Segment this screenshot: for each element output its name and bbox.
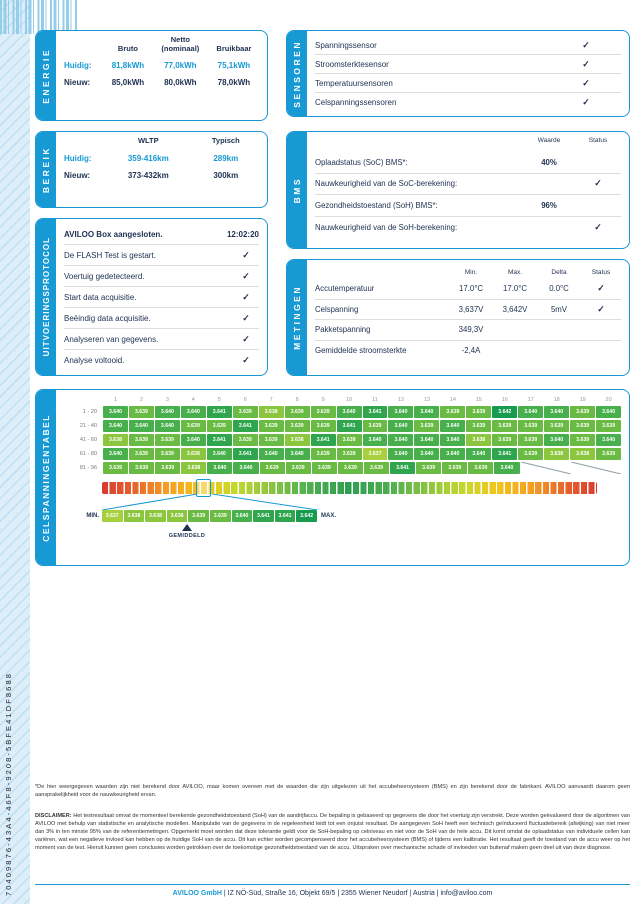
- energie-row-nieuw: [64, 78, 259, 87]
- bereik-header-wltp: WLTP: [137, 136, 159, 145]
- bereik-nieuw-typisch: 300km: [213, 170, 239, 180]
- bereik-huidig-wltp: 359-416km: [127, 153, 169, 163]
- cell-voltage-value: 3.639: [233, 434, 258, 446]
- sensor-label: Stroomsterktesensor: [315, 59, 389, 69]
- cell-voltage-value: 3.638: [570, 448, 595, 460]
- footer: [35, 884, 630, 897]
- energie-header-bruikbaar: Bruikbaar: [216, 43, 252, 53]
- cell-voltage-value: 3.639: [259, 420, 284, 432]
- protocol-step-label: Analyse voltooid.: [64, 356, 125, 365]
- cell-table-row: [64, 420, 621, 432]
- cell-voltage-value: 3.640: [155, 420, 180, 432]
- barcode: [0, 0, 78, 34]
- cell-voltage-value: 3.640: [414, 434, 439, 446]
- panel-metingen-title: METINGEN: [292, 285, 302, 350]
- cell-voltage-value: 3.638: [181, 448, 206, 460]
- check-icon: ✓: [242, 291, 250, 302]
- cell-voltage-value: 3.639: [129, 462, 154, 474]
- bereik-header-row: [64, 137, 259, 146]
- metingen-header-status: Status: [591, 268, 611, 276]
- protocol-step-row: [64, 266, 259, 287]
- cell-voltage-value: 3.639: [155, 462, 180, 474]
- cell-voltage-value: 3.639: [570, 434, 595, 446]
- sensor-row: [315, 55, 621, 74]
- panel-uitvoeringsprotocol-title: UITVOERINGSPROTOCOL: [41, 237, 51, 357]
- cell-column-number: 20: [605, 397, 612, 403]
- energie-huidig-label: Huidig:: [64, 61, 92, 71]
- check-icon: ✓: [594, 221, 602, 232]
- cell-voltage-value: 3.639: [181, 420, 206, 432]
- metingen-row-label: Celspanning: [315, 304, 359, 314]
- metingen-row: [315, 279, 621, 300]
- cell-voltage-value: 3.639: [596, 448, 621, 460]
- cell-column-number: 14: [449, 397, 456, 403]
- metingen-header-row: [315, 265, 621, 279]
- metingen-value: -2,4A: [461, 346, 481, 356]
- panel-bereik-content: [56, 132, 267, 207]
- cell-row-label: 21 - 40: [79, 423, 97, 429]
- panel-uitvoeringsprotocol-tab: [36, 219, 56, 375]
- cell-voltage-value: 3.641: [311, 434, 336, 446]
- metingen-row-label: Accutemperatuur: [315, 284, 375, 294]
- panel-bms: [286, 131, 630, 249]
- check-icon: ✓: [597, 283, 605, 294]
- energie-header-row: [64, 36, 259, 53]
- cell-column-number: 3: [165, 397, 169, 403]
- cell-voltage-value: 3.639: [260, 462, 285, 474]
- cell-column-number: 1: [113, 397, 117, 403]
- cell-voltage-value: 3.638: [544, 448, 569, 460]
- protocol-step-label: Start data acquisitie.: [64, 292, 137, 302]
- cell-voltage-value: 3.639: [468, 462, 493, 474]
- metingen-delta-value: 0.0°C: [549, 284, 569, 294]
- metingen-header-delta: Delta: [551, 268, 567, 276]
- bms-row-label: Oplaadstatus (SoC) BMS*:: [315, 157, 408, 167]
- cell-voltage-value: 3.639: [466, 420, 491, 432]
- panel-energie-title: ENERGIE: [41, 47, 51, 104]
- cell-voltage-value: 3.639: [596, 420, 621, 432]
- cell-voltage-value: 3.640: [103, 448, 128, 460]
- cell-voltage-value: 3.639: [518, 434, 543, 446]
- cell-voltage-value: 3.640: [181, 434, 206, 446]
- cell-voltage-value: 3.639: [311, 448, 336, 460]
- bms-header-status: Status: [588, 137, 608, 144]
- magnifier-box: [196, 479, 211, 497]
- metingen-row: [315, 300, 621, 321]
- energie-huidig-bruto: 81,8kWh: [111, 61, 145, 71]
- energie-header-netto: Netto (nominaal): [161, 35, 200, 53]
- zoom-row: [72, 510, 621, 522]
- protocol-step-label: De FLASH Test is gestart.: [64, 250, 156, 260]
- cell-table-row: [64, 434, 621, 446]
- cell-table-body: [64, 406, 621, 474]
- cell-voltage-value: 3.640: [129, 420, 154, 432]
- cell-voltage-value: 3.640: [259, 448, 284, 460]
- cell-voltage-value: 3.638: [103, 434, 128, 446]
- cell-column-number: 6: [243, 397, 247, 403]
- cell-voltage-value: 3.640: [388, 420, 413, 432]
- check-icon: ✓: [582, 39, 590, 50]
- check-icon: ✓: [582, 58, 590, 69]
- panel-energie-tab: [36, 31, 56, 120]
- bms-row: [315, 174, 621, 196]
- sensor-row: [315, 74, 621, 93]
- cell-voltage-value: 3.640: [155, 406, 180, 418]
- cell-voltage-value: 3.640: [388, 434, 413, 446]
- zoom-cell-value: 3.637: [102, 510, 123, 522]
- cell-voltage-value: 3.639: [570, 420, 595, 432]
- cell-voltage-value: 3.639: [155, 434, 180, 446]
- average-triangle-icon: [182, 524, 192, 531]
- cell-voltage-value: 3.641: [233, 448, 258, 460]
- cell-voltage-value: 3.639: [363, 420, 388, 432]
- cell-voltage-value: 3.639: [544, 420, 569, 432]
- cell-voltage-value: 3.639: [259, 434, 284, 446]
- metingen-row: [315, 320, 621, 341]
- protocol-step-row: [64, 287, 259, 308]
- cell-column-number: 7: [269, 397, 273, 403]
- cell-voltage-value: 3.641: [207, 406, 232, 418]
- average-pointer: [102, 522, 621, 542]
- magnifier-connector-lines: [64, 494, 621, 510]
- bms-header-row: [315, 137, 621, 152]
- bereik-row-nieuw: [64, 171, 259, 180]
- energie-row-huidig: [64, 61, 259, 70]
- energie-nieuw-netto: 80,0kWh: [164, 78, 197, 88]
- cell-voltage-value: 3.639: [440, 406, 465, 418]
- cell-voltage-value: 3.640: [207, 448, 232, 460]
- zoom-cell-value: 3.641: [275, 510, 296, 522]
- footer-address: | IZ NÖ-Süd, Straße 16, Objekt 69/5 | 2355 Wiener Neudorf | Austria | info@aviloo.com: [221, 890, 493, 897]
- metingen-min-value: 17.0°C: [459, 284, 483, 294]
- cell-voltage-value: 3.641: [492, 448, 517, 460]
- protocol-step-label: Voertuig gedetecteerd.: [64, 271, 145, 281]
- cell-voltage-value: 3.639: [492, 420, 517, 432]
- panel-celspanningentabel-title: CELSPANNINGENTABEL: [41, 413, 51, 542]
- cell-column-number: 18: [553, 397, 560, 403]
- cell-row-label: 1 - 20: [82, 409, 97, 415]
- protocol-step-row: [64, 350, 259, 371]
- metingen-max-value: 17.0°C: [503, 284, 527, 294]
- metingen-value: 349,3V: [458, 325, 484, 335]
- zoom-cell-value: 3.638: [124, 510, 145, 522]
- cell-voltage-value: 3.639: [129, 406, 154, 418]
- cell-voltage-value: 3.640: [440, 448, 465, 460]
- panel-energie-content: [56, 31, 267, 120]
- max-label: MAX.: [321, 513, 336, 519]
- cell-voltage-value: 3.639: [155, 448, 180, 460]
- cell-table-row: [64, 406, 621, 418]
- metingen-delta-value: 5mV: [550, 304, 568, 314]
- cell-voltage-value: 3.642: [492, 406, 517, 418]
- cell-voltage-value: 3.639: [233, 406, 258, 418]
- cell-row-label: 41 - 60: [79, 437, 97, 443]
- cell-column-number: 10: [345, 397, 353, 403]
- check-icon: ✓: [242, 355, 250, 365]
- cell-voltage-value: 3.638: [466, 434, 491, 446]
- voltage-scale: [102, 482, 597, 494]
- cell-voltage-value: 3.639: [364, 462, 389, 474]
- check-icon: ✓: [242, 333, 250, 344]
- cell-row-label: 81 - 96: [79, 465, 97, 471]
- cell-column-number: 4: [191, 397, 195, 403]
- cell-voltage-value: 3.641: [390, 462, 415, 474]
- cell-voltage-value: 3.640: [544, 434, 569, 446]
- panel-sensoren: [286, 30, 630, 117]
- cell-voltage-value: 3.639: [103, 462, 128, 474]
- cell-voltage-value: 3.639: [570, 406, 595, 418]
- check-icon: ✓: [242, 270, 250, 281]
- metingen-header-min: Min.: [464, 268, 478, 276]
- cell-voltage-value: 3.640: [440, 434, 465, 446]
- cell-voltage-value: 3.640: [337, 406, 362, 418]
- sensor-row: [315, 36, 621, 55]
- cell-voltage-value: 3.640: [285, 448, 310, 460]
- panel-bms-tab: [287, 132, 307, 248]
- check-icon: ✓: [242, 249, 250, 260]
- cell-voltage-value: 3.640: [388, 448, 413, 460]
- sensor-label: Spanningssensor: [315, 40, 377, 50]
- protocol-box-label: AVILOO Box aangesloten.: [64, 229, 163, 239]
- bms-header-waarde: Waarde: [537, 137, 561, 144]
- bms-soh-value: 96%: [541, 200, 557, 210]
- metingen-max-value: 3,642V: [502, 304, 528, 314]
- panel-bereik-title: BEREIK: [41, 145, 51, 194]
- zoom-cells: [102, 510, 317, 522]
- bereik-nieuw-label: Nieuw:: [64, 170, 91, 180]
- cell-voltage-value: 3.639: [414, 420, 439, 432]
- panel-sensoren-title: SENSOREN: [292, 39, 302, 108]
- bms-row-label: Nauwkeurigheid van de SoC-berekening:: [315, 179, 458, 189]
- disclaimer-label: DISCLAIMER:: [35, 813, 72, 819]
- metingen-row: [315, 341, 621, 362]
- min-label: MIN.: [86, 513, 99, 519]
- cell-column-number: 13: [423, 397, 430, 403]
- cell-voltage-value: 3.639: [337, 434, 362, 446]
- cell-voltage-value: 3.640: [414, 406, 439, 418]
- panel-celspanningentabel-tab: [36, 390, 56, 565]
- protocol-step-row: [64, 308, 259, 329]
- cell-voltage-value: 3.639: [129, 434, 154, 446]
- panel-metingen-content: [307, 260, 629, 375]
- cell-column-number: 16: [501, 397, 508, 403]
- zoom-cell-value: 3.638: [167, 510, 188, 522]
- panel-uitvoeringsprotocol-content: [56, 219, 267, 375]
- cell-voltage-value: 3.639: [518, 448, 543, 460]
- cell-column-number: 17: [527, 397, 534, 403]
- zoom-cell-value: 3.640: [232, 510, 253, 522]
- check-icon: ✓: [597, 303, 605, 314]
- zoom-cell-value: 3.641: [253, 510, 274, 522]
- bereik-huidig-label: Huidig:: [64, 153, 92, 163]
- cell-voltage-value: 3.639: [311, 420, 336, 432]
- cell-voltage-value: 3.639: [286, 462, 311, 474]
- panel-bms-title: BMS: [292, 176, 302, 204]
- protocol-step-row: [64, 245, 259, 266]
- panel-sensoren-content: [307, 31, 629, 116]
- cell-column-number: 15: [475, 397, 482, 403]
- cell-voltage-value: 3.639: [466, 406, 491, 418]
- cell-voltage-value: 3.641: [207, 434, 232, 446]
- cell-voltage-value: 3.640: [363, 434, 388, 446]
- cell-table-row: [64, 462, 621, 474]
- metingen-header-max: Max.: [507, 268, 523, 276]
- cell-table-header: [64, 397, 621, 403]
- disclaimer-text: Het testresultaat omvat de momenteel berekende gezondheidstoestand (SoH) van de aandrijfaccu. De bepaling is gebaseerd op gegevens die door het voertuig zijn verstrekt. Deze worden geëvalueerd door de algoritmen van AVILOO met behulp van statistische en analytische modellen. Manipulatie van de gegevens in de regeleenheid leidt tot een onjuist resultaat. De aangegeven SoH heeft een technisch geïnduceerd fluctuatiebereik (afwijking) van niet meer dan 3% in ten minste 95% van de referentiemetingen. Opgemerkt moet worden dat deze tolerantie geldt voor de SoH-bepaling op celniveau en niet voor de SoH van de hele accu. Dit komt omdat de oplaadstatus van individuele cellen kan variëren, wat een negatieve invloed kan hebben op de huidige SoH van de accu. Dit kan echter worden gecompenseerd door het accubeheersysteem (BMS) of tijdens een kalibratie. Het resultaat geeft de toestand van de accu weer op het moment van de test. Hieruit kunnen geen conclusies worden getrokken over de toekomstige gezondheidstoestand van de accu. Uitspraken over mechanische schade of invloeden van buitenaf maken geen deel uit van deze diagnose.: [35, 813, 630, 852]
- cell-voltage-value: 3.637: [363, 448, 388, 460]
- bms-row: [315, 152, 621, 174]
- sensor-label: Temperatuursensoren: [315, 78, 393, 88]
- slash-mark: [571, 462, 621, 474]
- panel-bereik: [35, 131, 268, 208]
- check-icon: ✓: [582, 77, 590, 88]
- cell-column-number: 9: [321, 397, 325, 403]
- panel-bms-content: [307, 132, 629, 248]
- cell-voltage-value: 3.640: [103, 406, 128, 418]
- panel-metingen-tab: [287, 260, 307, 375]
- cell-voltage-value: 3.639: [492, 434, 517, 446]
- cell-voltage-value: 3.639: [338, 462, 363, 474]
- bms-footnote: *De hier weergegeven waarden zijn niet berekend door AVILOO, maar komen overeen met de waarden die zijn uitgelezen uit het accubeheersysteem (BMS) en zijn berekend door de fabrikant. AVILOO aanvaardt daarom geen aansprakelijkheid voor de nauwkeurigheid ervan.: [35, 784, 630, 799]
- cell-voltage-value: 3.640: [596, 434, 621, 446]
- panel-uitvoeringsprotocol: [35, 218, 268, 376]
- cell-column-number: 11: [372, 397, 378, 403]
- cell-voltage-value: 3.640: [440, 420, 465, 432]
- panel-bereik-tab: [36, 132, 56, 207]
- cell-voltage-value: 3.640: [388, 406, 413, 418]
- bereik-nieuw-wltp: 373-432km: [127, 170, 169, 180]
- cell-voltage-value: 3.638: [181, 462, 206, 474]
- cells-missing-area: [521, 462, 621, 474]
- cell-voltage-value: 3.639: [285, 420, 310, 432]
- sensor-row: [315, 93, 621, 112]
- energie-nieuw-bruto: 85,0kWh: [111, 78, 145, 88]
- cell-voltage-value: 3.640: [233, 462, 258, 474]
- cell-voltage-value: 3.639: [416, 462, 441, 474]
- bms-soc-value: 40%: [541, 157, 557, 167]
- bereik-header-typisch: Typisch: [211, 136, 240, 145]
- energie-nieuw-label: Nieuw:: [64, 78, 91, 88]
- protocol-row-box: [64, 224, 259, 245]
- bereik-row-huidig: [64, 154, 259, 163]
- cell-voltage-value: 3.640: [544, 406, 569, 418]
- average-label: GEMIDDELD: [168, 533, 206, 539]
- panel-energie: [35, 30, 268, 121]
- cell-voltage-value: 3.639: [285, 406, 310, 418]
- cell-column-number: 5: [217, 397, 221, 403]
- cell-voltage-value: 3.639: [518, 420, 543, 432]
- protocol-step-label: Beëindig data acquisitie.: [64, 313, 151, 323]
- cell-voltage-value: 3.639: [312, 462, 337, 474]
- cell-voltage-value: 3.639: [442, 462, 467, 474]
- check-icon: ✓: [594, 178, 602, 189]
- cell-row-label: 61 - 80: [79, 451, 97, 457]
- cell-voltage-value: 3.639: [311, 406, 336, 418]
- cell-column-number: 8: [295, 397, 299, 403]
- bms-row-label: Nauwkeurigheid van de SoH-berekening:: [315, 222, 458, 232]
- cell-header-spacer: [64, 397, 102, 403]
- bereik-huidig-typisch: 289km: [213, 153, 239, 163]
- energie-header-bruto: Bruto: [117, 43, 138, 53]
- metingen-min-value: 3,637V: [458, 304, 484, 314]
- report-serial-number: 70409876-43A4-46F8-9208-5BFE41DF8688: [4, 671, 13, 896]
- cell-voltage-value: 3.639: [337, 448, 362, 460]
- slash-mark: [521, 462, 571, 474]
- protocol-step-row: [64, 329, 259, 350]
- panel-sensoren-tab: [287, 31, 307, 116]
- check-icon: ✓: [582, 97, 590, 107]
- cell-voltage-value: 3.641: [337, 420, 362, 432]
- cell-table-row: [64, 448, 621, 460]
- cell-table-content: [56, 390, 629, 565]
- cell-voltage-value: 3.640: [414, 448, 439, 460]
- disclaimer: [35, 812, 630, 853]
- metingen-row-label: Gemiddelde stroomsterkte: [315, 346, 407, 356]
- bms-row-label: Gezondheidstoestand (SoH) BMS*:: [315, 200, 438, 210]
- voltage-gradient-bar: [102, 482, 597, 494]
- cell-voltage-value: 3.640: [181, 406, 206, 418]
- cell-voltage-value: 3.641: [233, 420, 258, 432]
- metingen-row-label: Pakketspanning: [315, 325, 371, 335]
- cell-voltage-value: 3.640: [103, 420, 128, 432]
- cell-voltage-value: 3.640: [466, 448, 491, 460]
- zoom-cell-value: 3.642: [296, 510, 317, 522]
- cell-voltage-value: 3.638: [285, 434, 310, 446]
- panel-celspanningentabel: [35, 389, 630, 566]
- zoom-cell-value: 3.639: [210, 510, 231, 522]
- zoom-cell-value: 3.639: [188, 510, 209, 522]
- zoom-cell-value: 3.638: [145, 510, 166, 522]
- cell-voltage-value: 3.639: [129, 448, 154, 460]
- bms-row: [315, 217, 621, 239]
- panel-metingen: [286, 259, 630, 376]
- cell-voltage-value: 3.641: [363, 406, 388, 418]
- cell-voltage-value: 3.639: [207, 420, 232, 432]
- check-icon: ✓: [242, 312, 250, 323]
- cell-column-number: 19: [579, 397, 586, 403]
- cell-voltage-value: 3.640: [518, 406, 543, 418]
- cell-column-number: 2: [139, 397, 143, 403]
- cell-voltage-value: 3.640: [207, 462, 232, 474]
- protocol-step-label: Analyseren van gegevens.: [64, 334, 159, 344]
- cell-voltage-value: 3.640: [494, 462, 519, 474]
- energie-nieuw-bruikbaar: 78,0kWh: [217, 78, 251, 88]
- energie-huidig-netto: 77,0kWh: [164, 61, 197, 71]
- energie-huidig-bruikbaar: 75,1kWh: [217, 61, 251, 71]
- cell-column-number: 12: [397, 397, 405, 403]
- protocol-box-time: 12:02:20: [226, 229, 259, 239]
- cell-voltage-value: 3.638: [259, 406, 284, 418]
- footer-company: AVILOO GmbH: [172, 890, 222, 897]
- bms-row: [315, 195, 621, 217]
- cell-voltage-value: 3.640: [596, 406, 621, 418]
- sensor-label: Celspanningssensoren: [315, 98, 397, 107]
